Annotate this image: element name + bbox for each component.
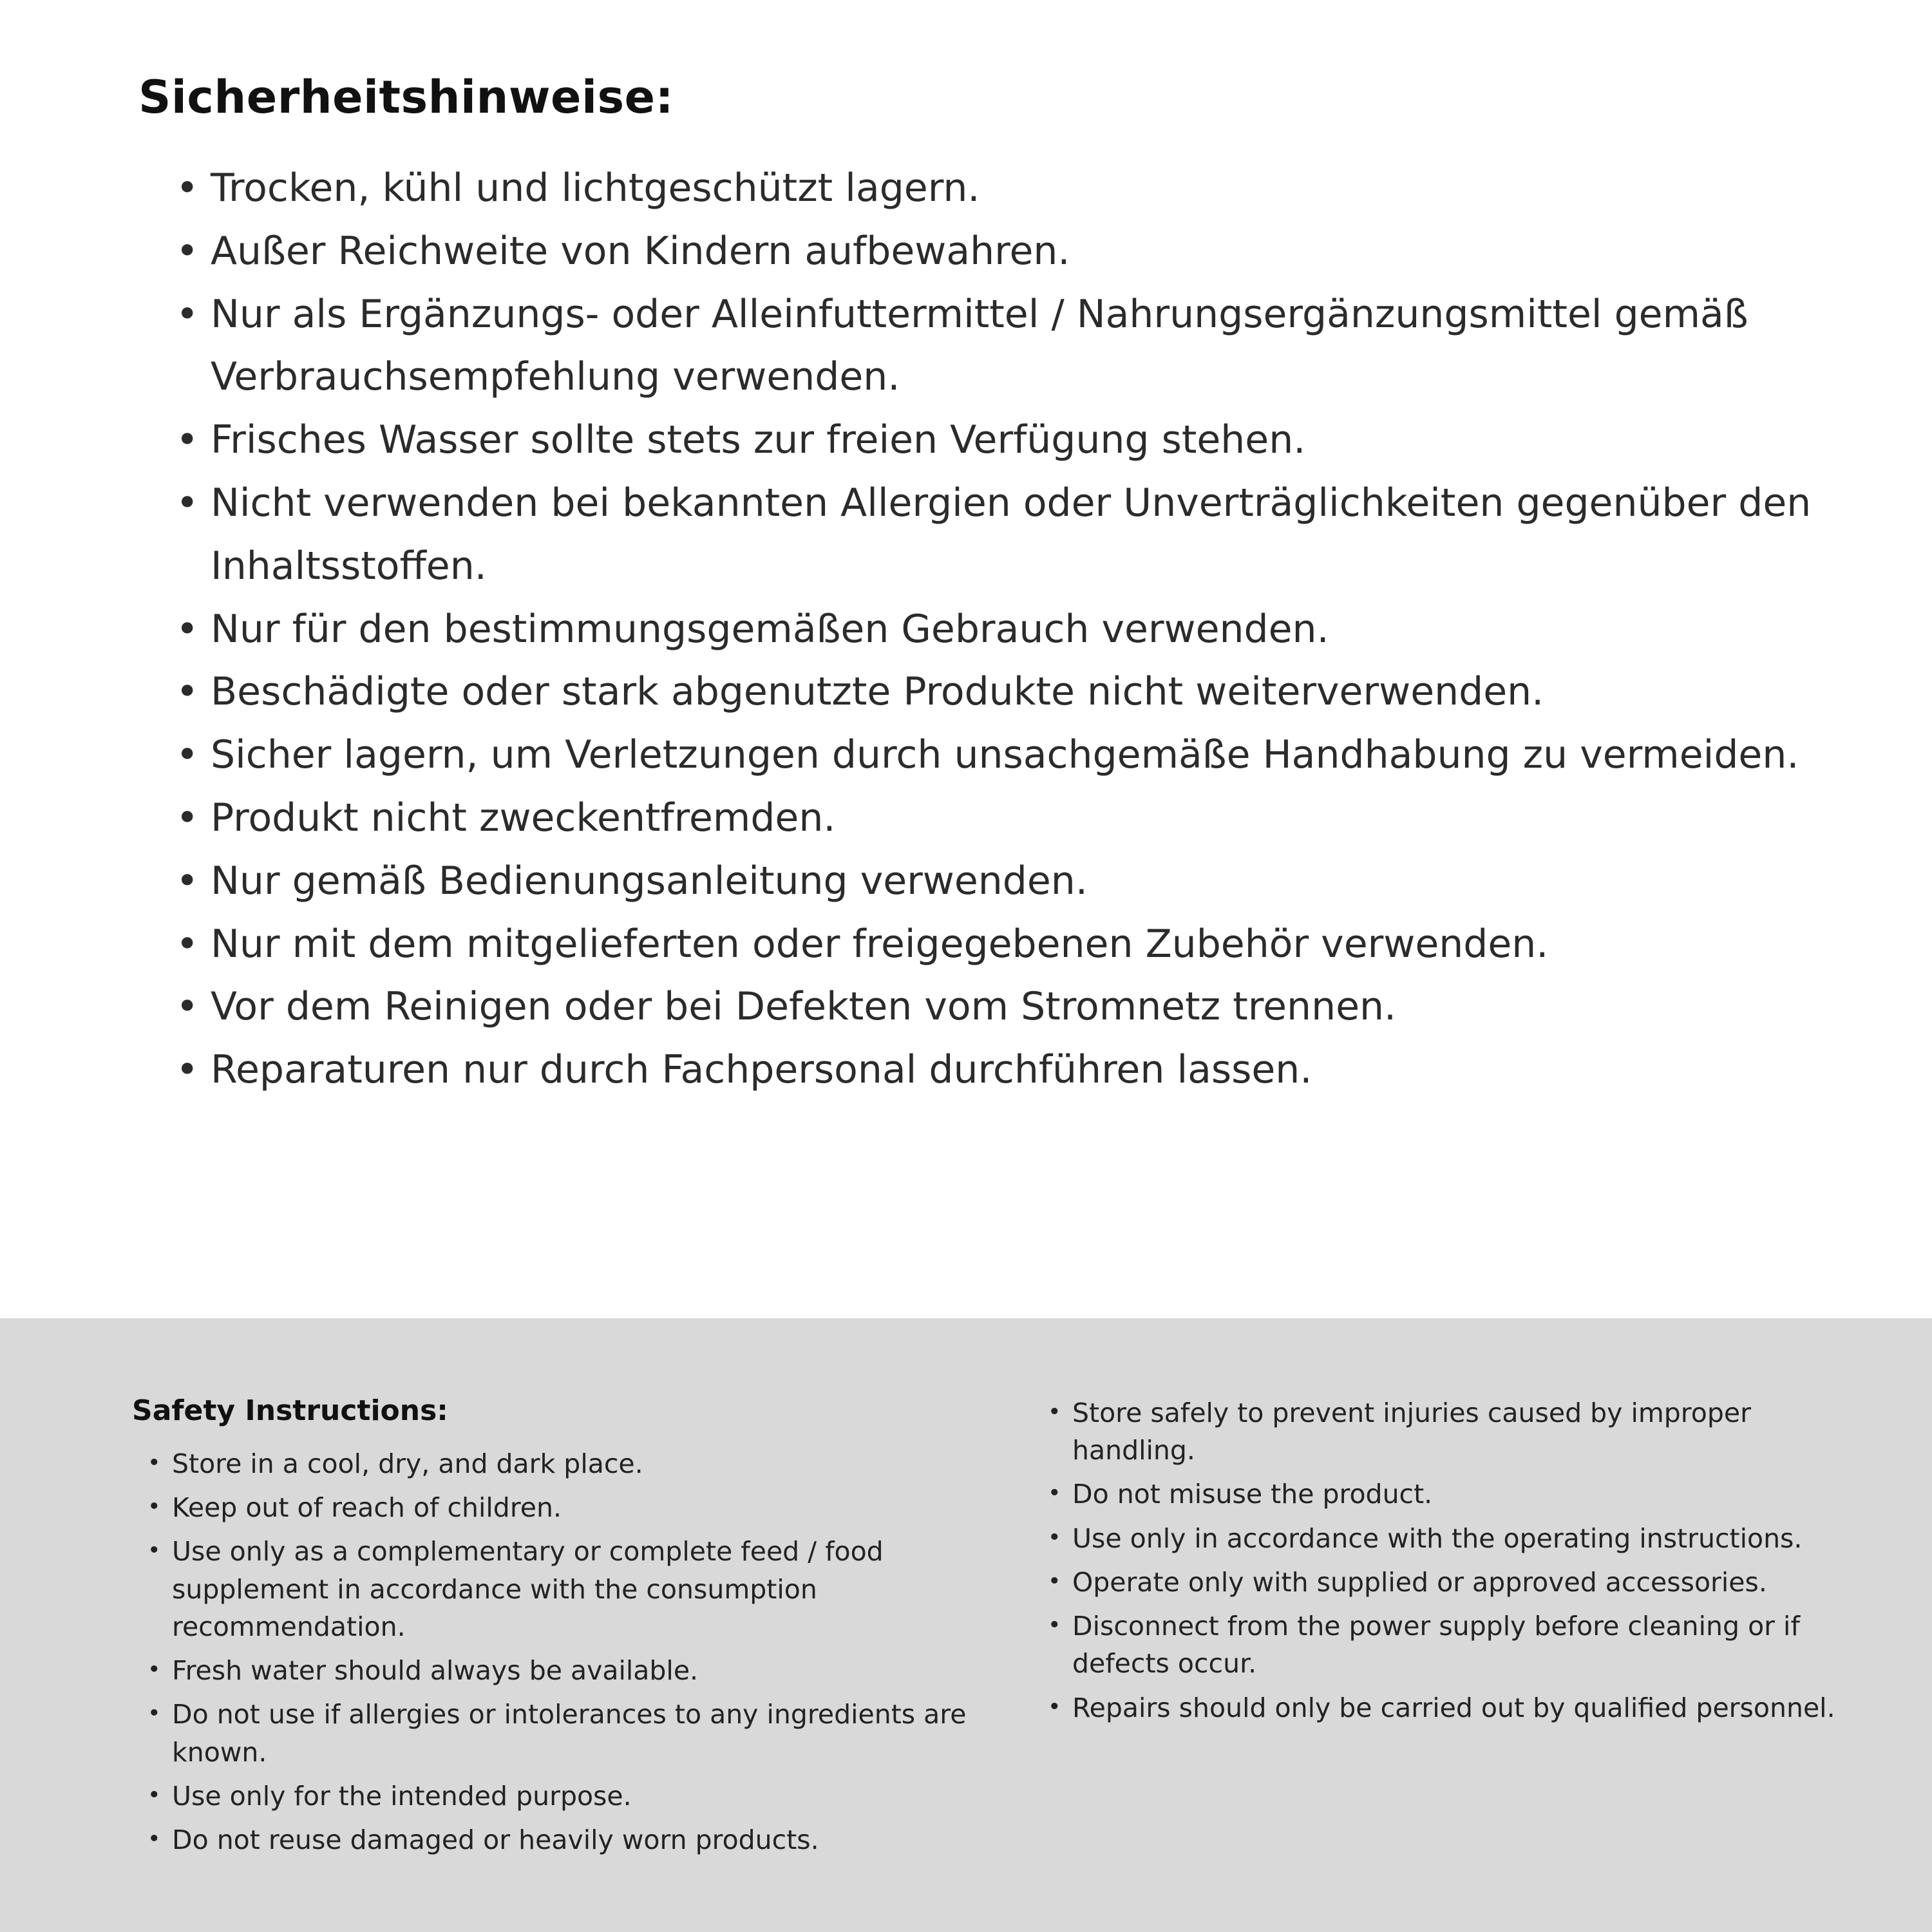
english-safety-item: • Use only for the intended purpose. bbox=[146, 1777, 989, 1815]
english-safety-item: • Disconnect from the power supply before cleaning or if defects occur. bbox=[1046, 1607, 1855, 1682]
english-safety-item: • Operate only with supplied or approved accessories. bbox=[1046, 1564, 1855, 1601]
german-safety-item: • Produkt nicht zweckentfremden. bbox=[171, 787, 1819, 850]
german-safety-item: • Beschädigte oder stark abgenutzte Produkte nicht weiterverwenden. bbox=[171, 661, 1819, 724]
english-safety-list-left bbox=[132, 1445, 989, 1859]
german-safety-item: • Nur mit dem mitgelieferten oder freigegebenen Zubehör verwenden. bbox=[171, 913, 1819, 976]
german-safety-item: • Nicht verwenden bei bekannten Allergien oder Unverträglichkeiten gegenüber den Inhaltsstoffen. bbox=[171, 472, 1819, 598]
english-safety-item: • Keep out of reach of children. bbox=[146, 1489, 989, 1526]
german-safety-item: • Sicher lagern, um Verletzungen durch unsachgemäße Handhabung zu vermeiden. bbox=[171, 724, 1819, 787]
english-safety-item: • Use only in accordance with the operating instructions. bbox=[1046, 1520, 1855, 1557]
english-safety-item: • Use only as a complementary or complete feed / food supplement in accordance with the consumption recommendation. bbox=[146, 1533, 989, 1645]
german-safety-item: • Trocken, kühl und lichtgeschützt lagern. bbox=[171, 157, 1819, 220]
german-safety-item: • Nur gemäß Bedienungsanleitung verwenden. bbox=[171, 850, 1819, 913]
german-safety-item: • Nur als Ergänzungs- oder Alleinfuttermittel / Nahrungsergänzungsmittel gemäß Verbrauchsempfehlung verwenden. bbox=[171, 283, 1819, 410]
german-section-title: Sicherheitshinweise: bbox=[138, 71, 674, 124]
english-safety-item: • Store safely to prevent injuries caused by improper handling. bbox=[1046, 1394, 1855, 1469]
english-safety-list-right bbox=[1046, 1394, 1855, 1727]
english-safety-item: • Fresh water should always be available. bbox=[146, 1652, 989, 1689]
german-safety-item: • Vor dem Reinigen oder bei Defekten vom Stromnetz trennen. bbox=[171, 976, 1819, 1039]
english-section-title: Safety Instructions: bbox=[132, 1394, 448, 1427]
english-safety-item: • Do not misuse the product. bbox=[1046, 1475, 1855, 1513]
english-safety-item: • Do not reuse damaged or heavily worn products. bbox=[146, 1821, 989, 1859]
german-safety-item: • Frisches Wasser sollte stets zur freien Verfügung stehen. bbox=[171, 409, 1819, 472]
german-safety-item: • Nur für den bestimmungsgemäßen Gebrauch verwenden. bbox=[171, 598, 1819, 661]
english-safety-item: • Do not use if allergies or intolerances to any ingredients are known. bbox=[146, 1696, 989, 1770]
german-safety-list bbox=[138, 157, 1819, 1102]
english-safety-item: • Store in a cool, dry, and dark place. bbox=[146, 1445, 989, 1482]
german-safety-item: • Außer Reichweite von Kindern aufbewahren. bbox=[171, 220, 1819, 283]
english-safety-item: • Repairs should only be carried out by qualified personnel. bbox=[1046, 1689, 1855, 1727]
german-safety-item: • Reparaturen nur durch Fachpersonal durchführen lassen. bbox=[171, 1039, 1819, 1102]
english-safety-section bbox=[0, 1318, 1932, 1932]
english-left-column bbox=[132, 1394, 989, 1932]
english-right-column bbox=[1046, 1394, 1855, 1932]
